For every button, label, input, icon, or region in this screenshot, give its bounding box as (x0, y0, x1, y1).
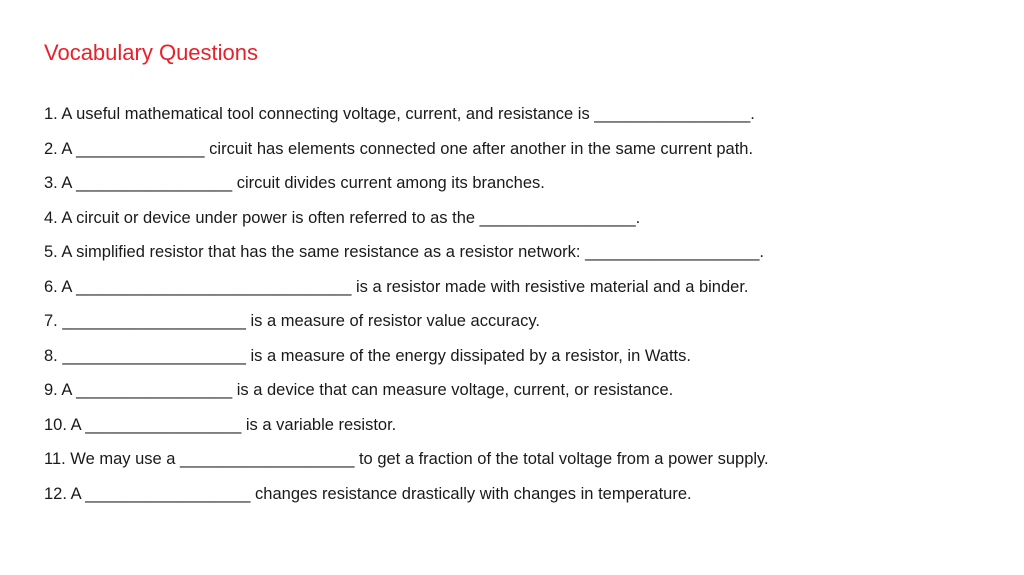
question-item: 12. A __________________ changes resistance drastically with changes in temperature. (44, 484, 692, 503)
question-item: 3. A _________________ circuit divides current among its branches. (44, 174, 545, 192)
question-list (44, 102, 769, 516)
question-item: 1. A useful mathematical tool connecting voltage, current, and resistance is _________________. (44, 105, 755, 123)
question-item: 7. ____________________ is a measure of resistor value accuracy. (44, 312, 540, 330)
question-item: 4. A circuit or device under power is often referred to as the _________________. (44, 208, 641, 227)
question-item: 9. A _________________ is a device that can measure voltage, current, or resistance. (44, 381, 674, 399)
question-item: 2. A ______________ circuit has elements connected one after another in the same current path. (44, 139, 754, 158)
question-item: 11. We may use a ___________________ to get a fraction of the total voltage from a power supply. (44, 450, 769, 468)
slide-title: Vocabulary Questions (44, 40, 259, 65)
question-item: 6. A ______________________________ is a resistor made with resistive material and a binder. (44, 277, 749, 296)
question-item: 10. A _________________ is a variable resistor. (44, 415, 397, 434)
question-item: 5. A simplified resistor that has the same resistance as a resistor network: ___________________. (44, 243, 765, 261)
question-item: 8. ____________________ is a measure of the energy dissipated by a resistor, in Watts. (44, 346, 691, 365)
